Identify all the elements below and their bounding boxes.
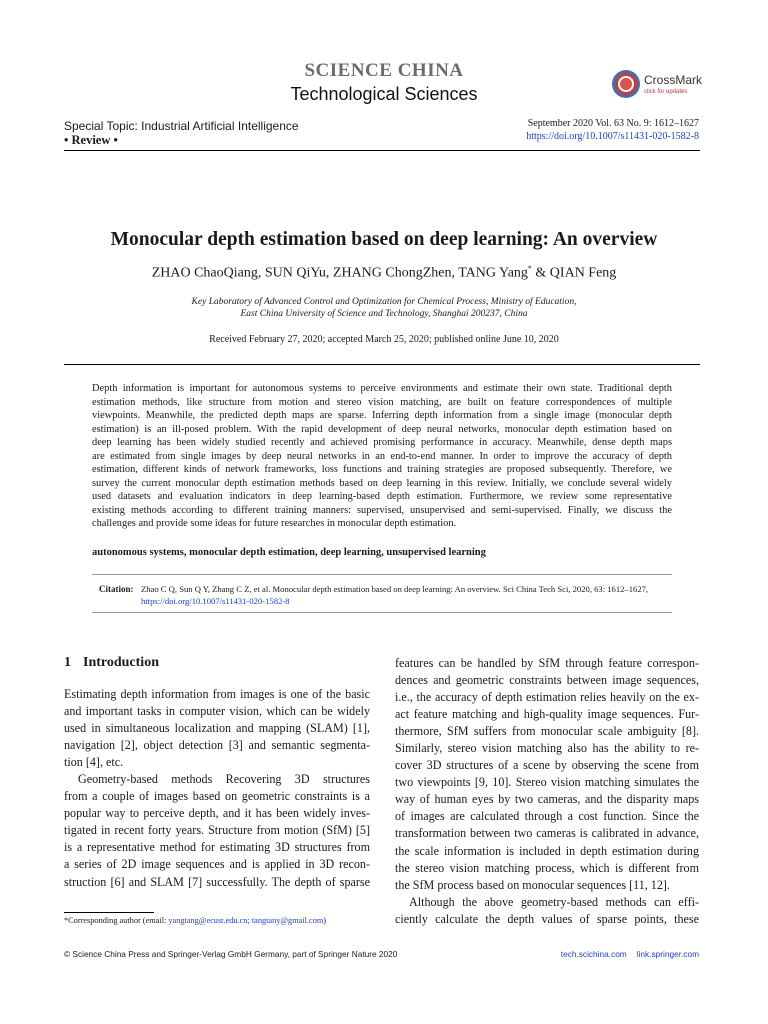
- section-number: 1: [64, 655, 71, 670]
- body-line: i.e., the accuracy of depth estimation relies heavily on the ex-: [395, 690, 699, 705]
- body-line: Although the above geometry-based methods can effi-: [409, 894, 699, 909]
- body-line: a series of 2D image sequences and is applied in 3D recon-: [64, 857, 370, 872]
- body-line: the scale information is included in depth estimation during: [395, 843, 699, 858]
- body-line: act feature matching and high-quality image sequences. Fur-: [395, 707, 699, 722]
- body-line: transformation between two cameras is calibrated in advance,: [395, 826, 699, 841]
- abstract-line: deep learning has been widely studied recently and achieved promising performance in accuracy. Meanwhile, dense depth maps: [92, 437, 672, 449]
- special-topic: Special Topic: Industrial Artificial Intelligence: [64, 119, 299, 133]
- corresponding-mark: *: [527, 264, 532, 273]
- citation-label: Citation:: [99, 584, 134, 594]
- affiliation-line-1: Key Laboratory of Advanced Control and Optimization for Chemical Process, Ministry of Education,: [191, 297, 577, 307]
- abstract: [92, 382, 672, 531]
- body-line: tion [4], etc.: [64, 755, 124, 770]
- author-emails-link[interactable]: yangtang@ecust.edu.cn; tangtany@gmail.com: [168, 916, 324, 925]
- body-line: struction [6] and SLAM [7] successfully. The depth of sparse: [64, 874, 370, 889]
- abstract-line: survey the current monocular depth estimation methods based on deep learning in this review. Initially, we conclude several widely: [92, 477, 672, 489]
- footnote-rule: [64, 912, 154, 913]
- citation-text: Zhao C Q, Sun Q Y, Zhang C Z, et al. Monocular depth estimation based on deep learning: An overview. Sci China Tech Sci, 2020, 63: 1612–1627,: [141, 584, 649, 594]
- abstract-rule: [64, 364, 700, 365]
- crossmark-icon: [612, 70, 640, 98]
- body-line: thermore, SfM suffers from monocular scale ambiguity [8].: [395, 724, 699, 739]
- body-line: features can be handled by SfM through feature correspon-: [395, 656, 699, 670]
- issue-info: September 2020 Vol. 63 No. 9: 1612–1627: [527, 118, 699, 129]
- header-rule: [64, 150, 700, 151]
- author-list: [0, 264, 768, 282]
- scichina-link[interactable]: tech.scichina.com: [560, 949, 627, 959]
- abstract-line: estimation methods, like structure from motion and stereo vision matching, are built on feature correspondences of multiple: [92, 396, 672, 408]
- abstract-line: challenges and provide some ideas for future researches in monocular depth estimation.: [92, 518, 457, 530]
- crossmark-sublabel: click for updates: [644, 89, 688, 95]
- body-line: the stereo vision matching process, which is different from: [395, 860, 699, 875]
- abstract-line: existing methods according to different training manners: supervised, unsupervised and semi-supervised. Finally, we discuss the: [92, 504, 672, 516]
- body-column-left: [64, 686, 370, 891]
- body-line: ciently calculate the depth values of sparse points, these: [395, 911, 699, 926]
- abstract-line: estimation, different kinds of network frameworks, loss functions and training strategies are proposed subsequently. Therefore, we: [92, 464, 672, 476]
- body-line: the SfM process based on monocular sequences [11, 12].: [395, 877, 670, 892]
- body-line: used in simultaneous localization and mapping (SLAM) [1],: [64, 721, 370, 736]
- footer-links: [561, 949, 699, 959]
- copyright: © Science China Press and Springer-Verlag GmbH Germany, part of Springer Nature 2020: [64, 949, 398, 959]
- footnote-prefix: *Corresponding author (email:: [64, 916, 169, 925]
- body-column-right: [395, 655, 699, 928]
- body-line: navigation [2], object detection [3] and semantic segmenta-: [64, 738, 370, 753]
- citation-rule-bottom: [92, 612, 672, 613]
- corresponding-author-footnote: [64, 916, 326, 925]
- body-line: of images are calculated through a cost function. Since the: [395, 809, 699, 824]
- crossmark-badge[interactable]: [612, 70, 702, 102]
- body-line: Geometry-based methods Recovering 3D structures: [78, 772, 370, 787]
- authors-tail: & QIAN Feng: [531, 265, 617, 281]
- journal-subtitle: Technological Sciences: [290, 84, 478, 104]
- body-line: and important tasks in computer vision, which can be widely: [64, 704, 370, 719]
- body-line: Similarly, stereo vision matching also has the ability to re-: [395, 741, 699, 756]
- keywords: autonomous systems, monocular depth estimation, deep learning, unsupervised learning: [92, 547, 486, 558]
- springer-link[interactable]: link.springer.com: [636, 949, 699, 959]
- affiliation-line-2: East China University of Science and Technology, Shanghai 200237, China: [240, 309, 528, 319]
- section-heading: [64, 655, 159, 671]
- abstract-line: viewpoints. Meanwhile, the predicted depth maps are sparse. Inferring depth information from a single image (monocular depth: [92, 410, 672, 422]
- body-line: way of human eyes by two cameras, and the disparity maps: [395, 792, 699, 807]
- body-line: dences and geometric constraints between image sequences,: [395, 673, 699, 688]
- abstract-line: are estimated from single images by deep neural networks in an end-to-end manner. In order to improve the accuracy of depth: [92, 450, 672, 462]
- citation-doi-link[interactable]: https://doi.org/10.1007/s11431-020-1582-8: [141, 596, 290, 606]
- crossmark-label: CrossMark: [644, 73, 703, 87]
- body-line: is a representative method for estimating 3D structures from: [64, 840, 370, 855]
- authors-text: ZHAO ChaoQiang, SUN QiYu, ZHANG ChongZhen, TANG Yang: [151, 265, 528, 281]
- article-type: • Review •: [64, 133, 118, 147]
- abstract-line: used datasets and evaluation indicators in deep learning-based depth estimation. Furthermore, we review some representative: [92, 491, 672, 503]
- body-line: tigated in recent forty years. Structure from motion (SfM) [5]: [64, 823, 370, 838]
- abstract-line: Depth information is important for autonomous systems to perceive environments and estimate their own state. Traditional depth: [92, 383, 672, 394]
- body-line: popular way to perceive depth, and it has been widely inves-: [64, 806, 370, 821]
- citation-rule-top: [92, 574, 672, 575]
- section-title: Introduction: [83, 655, 159, 670]
- journal-name: SCIENCE CHINA: [304, 60, 464, 81]
- doi-link[interactable]: https://doi.org/10.1007/s11431-020-1582-8: [526, 131, 699, 142]
- article-title: Monocular depth estimation based on deep learning: An overview: [110, 229, 658, 250]
- received-dates: Received February 27, 2020; accepted March 25, 2020; published online June 10, 2020: [209, 334, 559, 345]
- abstract-line: estimation) is an ill-posed problem. With the rapid development of deep neural networks, monocular depth estimation based on: [92, 423, 672, 435]
- body-line: two viewpoints [9, 10]. Stereo vision matching simulates the: [395, 775, 699, 790]
- body-line: cover 3D structures of a scene by observing the scene from: [395, 758, 699, 773]
- footnote-suffix: ): [323, 916, 327, 925]
- body-line: from a couple of images based on geometric constraints is a: [64, 789, 370, 804]
- body-line: Estimating depth information from images is one of the basic: [64, 687, 370, 701]
